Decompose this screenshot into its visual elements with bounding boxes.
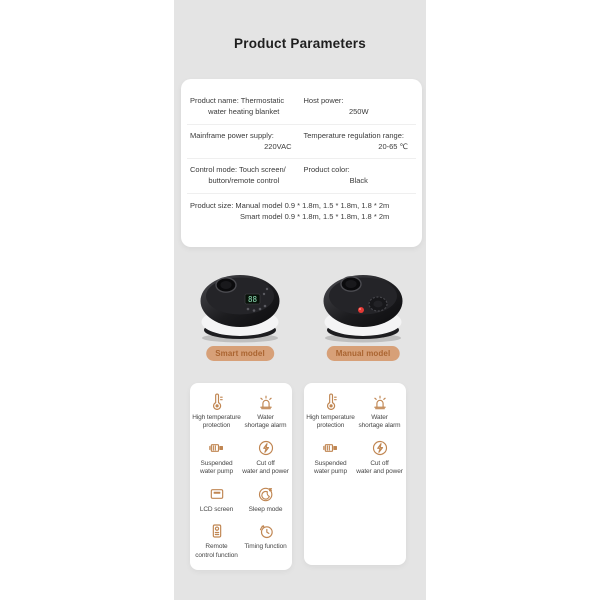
param-power-supply: Mainframe power supply: 220VAC bbox=[190, 130, 292, 151]
siren-alarm-icon bbox=[256, 392, 276, 412]
siren-alarm-icon bbox=[370, 392, 390, 412]
feature-high-temperature-protection: High temperature protection bbox=[306, 392, 355, 431]
smart-model-badge: Smart model bbox=[206, 346, 274, 361]
sleep-mode-icon bbox=[256, 484, 276, 504]
feature-lcd-screen: LCD screen bbox=[192, 484, 241, 514]
power-cut-icon bbox=[256, 438, 276, 458]
content-column bbox=[174, 0, 426, 600]
led-display: 88 bbox=[247, 295, 258, 304]
feature-cut-off-water-and-power: Cut off water and power bbox=[355, 438, 404, 477]
manual-features-card bbox=[304, 383, 406, 565]
feature-remote-control-function: Remote control function bbox=[192, 521, 241, 560]
power-indicator-led bbox=[358, 307, 364, 313]
water-pump-icon bbox=[321, 438, 341, 458]
feature-water-shortage-alarm: Water shortage alarm bbox=[241, 392, 290, 431]
remote-control-icon bbox=[207, 521, 227, 541]
param-product-color: Product color: Black bbox=[303, 165, 368, 186]
param-control-mode: Control mode: Touch screen/ button/remote control bbox=[190, 165, 286, 186]
manual-model-photo bbox=[311, 254, 415, 344]
page-title: Product Parameters bbox=[234, 36, 366, 51]
param-product-name: Product name: Thermostatic water heating blanket bbox=[190, 96, 285, 117]
thermometer-icon bbox=[207, 392, 227, 412]
feature-water-shortage-alarm: Water shortage alarm bbox=[355, 392, 404, 431]
param-temperature-range: Temperature regulation range: 20-65 ℃ bbox=[303, 130, 408, 151]
feature-sleep-mode: Sleep mode bbox=[241, 484, 290, 514]
thermometer-icon bbox=[321, 392, 341, 412]
feature-suspended-water-pump: Suspended water pump bbox=[192, 438, 241, 477]
parameters-card bbox=[181, 79, 422, 247]
param-host-power: Host power: 250W bbox=[303, 96, 369, 117]
water-pump-icon bbox=[207, 438, 227, 458]
parameter-row bbox=[187, 90, 416, 125]
parameter-row bbox=[187, 159, 416, 194]
parameter-row bbox=[187, 125, 416, 160]
smart-model-photo bbox=[188, 254, 292, 344]
param-product-size: Product size: Manual model 0.9 * 1.8m, 1.5 * 1.8m, 1.8 * 2m Smart model 0.9 * 1.8m, 1.5 * 1.8m, 1.8 * 2m bbox=[190, 200, 390, 221]
lcd-screen-icon bbox=[207, 484, 227, 504]
feature-cut-off-water-and-power: Cut off water and power bbox=[241, 438, 290, 477]
feature-high-temperature-protection: High temperature protection bbox=[192, 392, 241, 431]
feature-suspended-water-pump: Suspended water pump bbox=[306, 438, 355, 477]
smart-features-card bbox=[190, 383, 292, 570]
feature-timing-function: Timing function bbox=[241, 521, 290, 560]
power-cut-icon bbox=[370, 438, 390, 458]
timer-icon bbox=[256, 521, 276, 541]
manual-model-badge: Manual model bbox=[327, 346, 400, 361]
